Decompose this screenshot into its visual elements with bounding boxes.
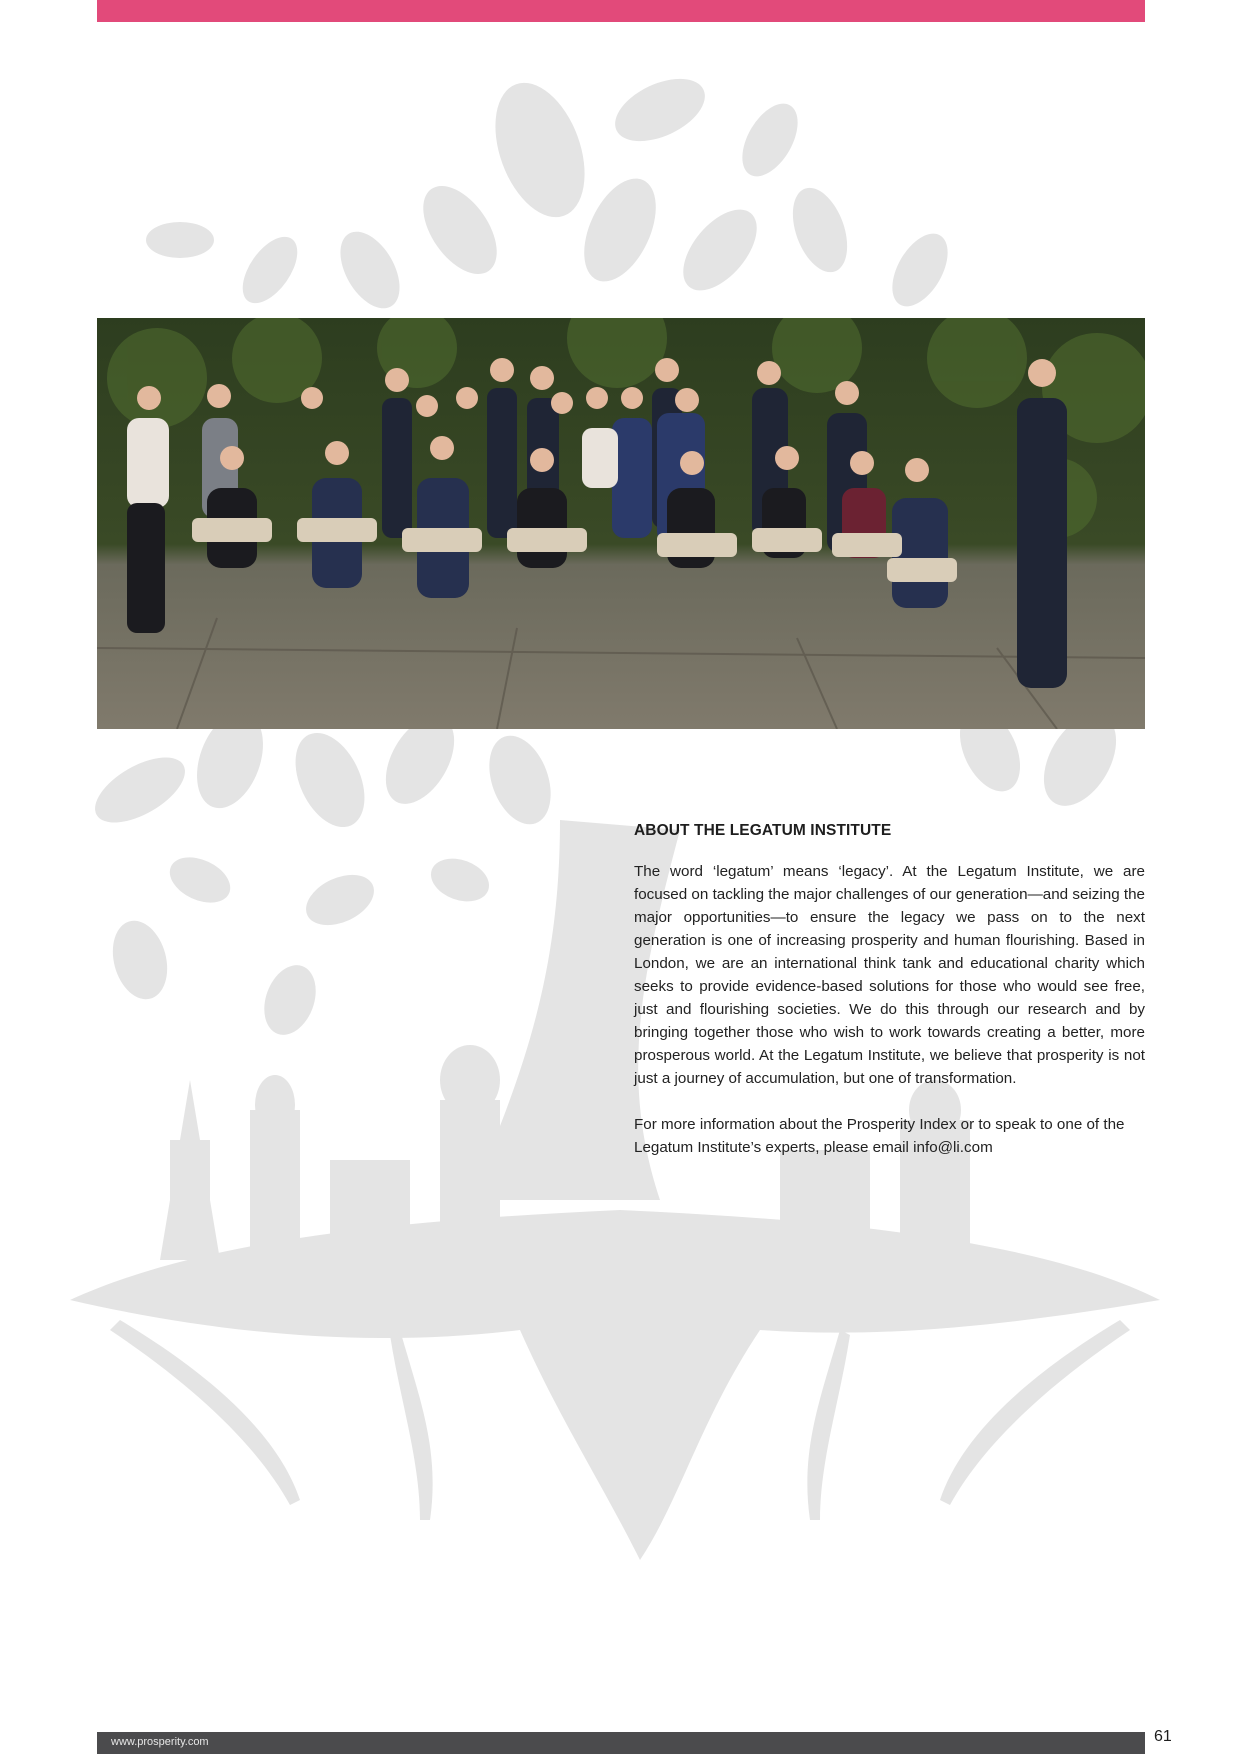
footer-bar	[97, 1732, 1145, 1754]
footer-url-link[interactable]: www.prosperity.com	[111, 1736, 209, 1748]
about-section	[634, 822, 1145, 1159]
team-photo	[97, 318, 1145, 729]
section-heading: ABOUT THE LEGATUM INSTITUTE	[634, 822, 892, 839]
contact-paragraph: For more information about the Prosperity Index or to speak to one of the Legatum Institute’s experts, please email info@li.com	[634, 1116, 1125, 1156]
about-paragraph: The word ‘legatum’ means ‘legacy’. At the Legatum Institute, we are focused on tackling the major challenges of our generation—and seizing the major opportunities—to ensure the legacy we pass on to the next generation is one of increasing prosperity and human flourishing. Based in London, we are an international think tank and educational charity which seeks to provide evidence-based solutions for those who would see free, just and flourishing societies. We do this through our research and by bringing together those who wish to work towards creating a better, more prosperous world. At the Legatum Institute, we believe that prosperity is not just a journey of accumulation, but one of transformation.	[634, 863, 1145, 1087]
page-number: 61	[1154, 1728, 1172, 1745]
